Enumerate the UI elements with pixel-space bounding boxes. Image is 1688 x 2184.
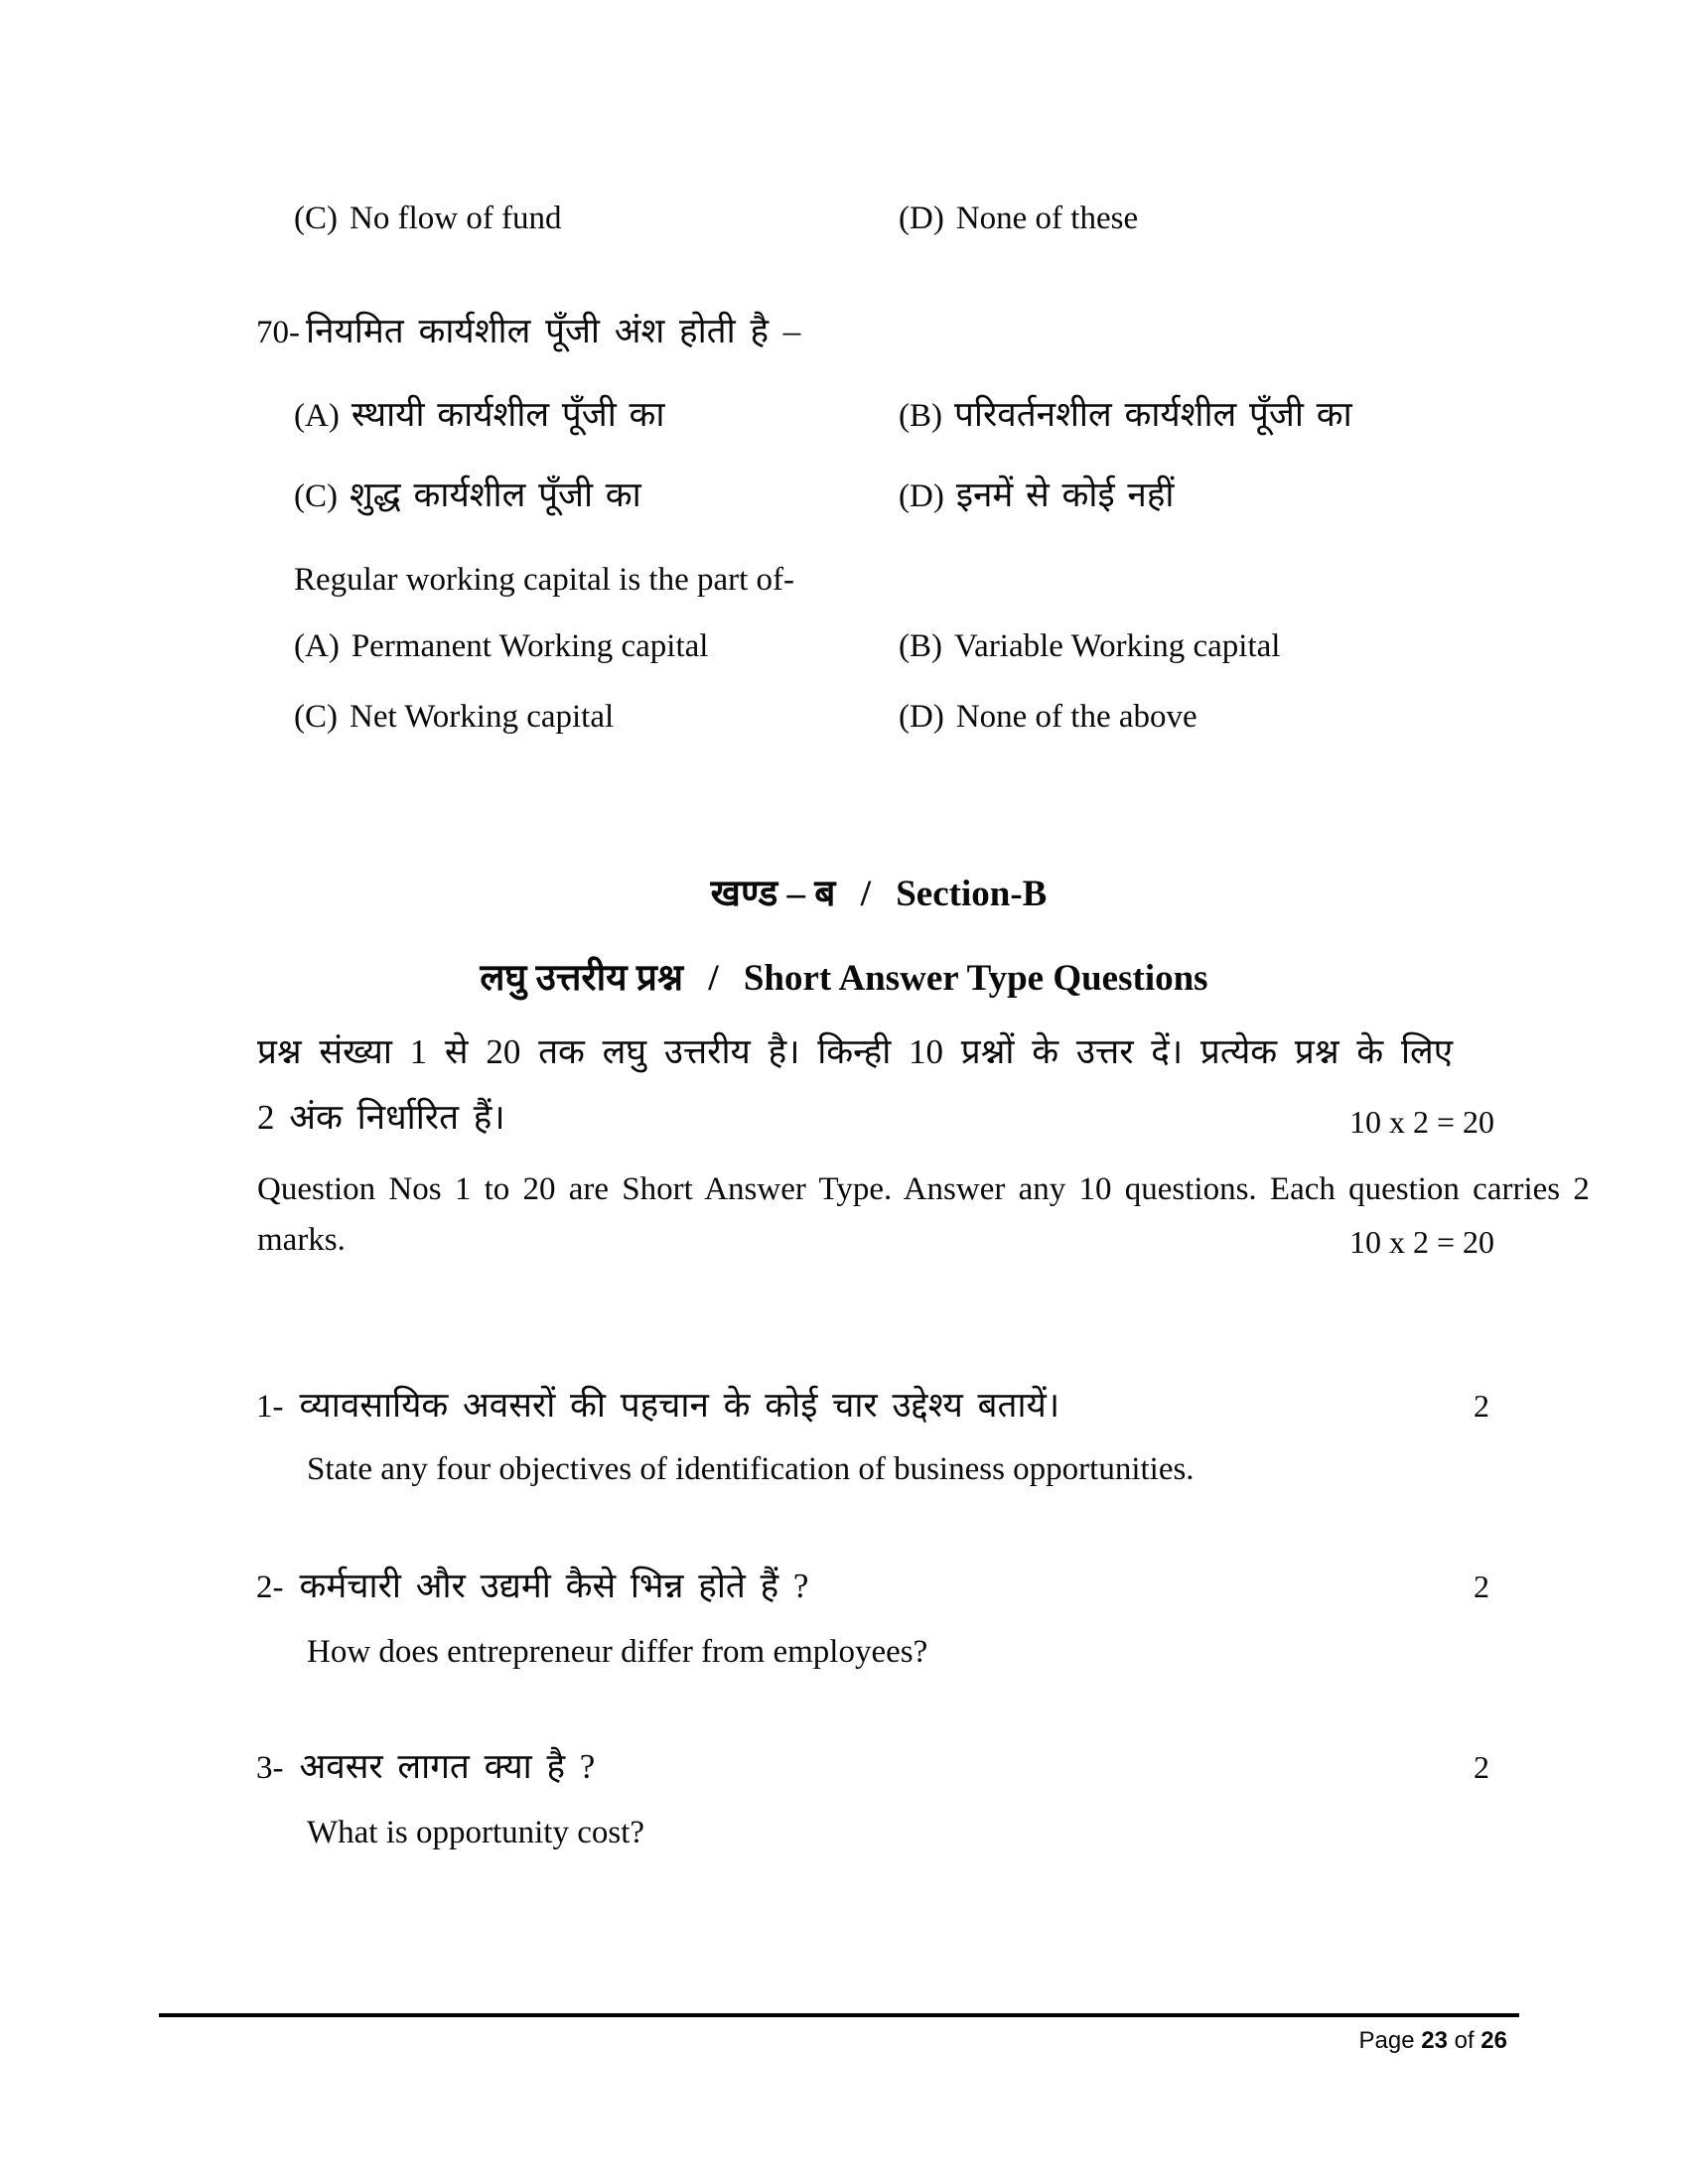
question-70-number: 70- [256,315,300,350]
question-1-text-hi: व्यावसायिक अवसरों की पहचान के कोई चार उद्देश्य बतायें। [299,1386,1060,1425]
section-b-title-separator: / [860,874,871,914]
q70-option-a-en [294,628,708,666]
question-2-marks: 2 [1474,1569,1489,1604]
section-b-title-hi: खण्ड – ब [710,874,836,914]
question-2-hindi [256,1567,808,1607]
question-1-hindi [256,1386,1059,1427]
q70-option-c-en-label: (C) [294,699,338,735]
q70-option-d-hi-text: इनमें से कोई नहीं [955,476,1175,514]
q70-option-a-hi-text: स्थायी कार्यशील पूँजी का [351,395,665,434]
footer-page-number: 23 [1421,2027,1448,2054]
instructions-hi-marks-formula: 10 x 2 = 20 [1348,1104,1494,1140]
footer-divider [159,2013,1519,2017]
q70-option-c-hi [294,476,641,516]
question-3-text-en: What is opportunity cost? [307,1815,645,1850]
q70-option-b-hi-text: परिवर्तनशील कार्यशील पूँजी का [954,395,1352,434]
q70-option-a-en-label: (A) [294,628,340,664]
question-2-text-en: How does entrepreneur differ from employees? [307,1634,928,1670]
q70-option-c-hi-text: शुद्ध कार्यशील पूँजी का [350,476,641,514]
section-b-subtitle [0,958,1688,1001]
prev-option-c-label: (C) [294,201,338,236]
q70-option-c-hi-label: (C) [294,478,338,514]
q70-option-b-hi-label: (B) [899,398,942,434]
instructions-en-line2: marks. [257,1222,346,1258]
q70-option-d-en-text: None of the above [955,699,1197,735]
section-b-title [35,874,1688,916]
q70-option-a-hi-label: (A) [294,398,340,434]
instructions-en-line1: Question Nos 1 to 20 are Short Answer Type. Answer any 10 questions. Each question carries 2 [257,1171,1590,1207]
q70-option-c-en-text: Net Working capital [350,699,615,735]
question-2-number: 2- [256,1570,284,1605]
question-70-text-hi: नियमित कार्यशील पूँजी अंश होती है – [306,312,801,350]
q70-option-b-en-text: Variable Working capital [954,628,1281,664]
section-b-subtitle-en: Short Answer Type Questions [743,958,1208,999]
q70-option-b-en-label: (B) [899,628,942,664]
q70-option-a-en-text: Permanent Working capital [351,628,709,664]
prev-option-d-text: None of these [955,201,1139,236]
q70-option-d-hi [899,476,1174,516]
section-b-subtitle-separator: / [708,958,719,999]
q70-option-d-en-label: (D) [899,699,944,735]
prev-option-c-text: No flow of fund [350,201,562,236]
footer-total-pages: 26 [1480,2027,1507,2054]
footer-of-label: of [1454,2027,1475,2054]
q70-option-d-hi-label: (D) [899,478,944,514]
q70-option-b-en [899,628,1280,666]
question-1-text-en: State any four objectives of identification of business opportunities. [307,1451,1195,1487]
instructions-hi-line1: प्रश्न संख्या 1 से 20 तक लघु उत्तरीय है। किन्ही 10 प्रश्नों के उत्तर दें। प्रत्येक प्रश्न के लिए [257,1032,1454,1071]
question-70-text-en: Regular working capital is the part of- [294,562,795,598]
section-b-title-en: Section-B [896,874,1048,914]
question-1-number: 1- [256,1389,284,1425]
q70-option-b-hi [899,395,1352,436]
section-b-subtitle-hi: लघु उत्तरीय प्रश्न [480,958,684,999]
question-70-hindi [256,312,800,352]
question-1-marks: 2 [1474,1388,1489,1424]
question-3-hindi [256,1747,595,1788]
q70-option-d-en [899,699,1197,737]
question-2-text-hi: कर्मचारी और उद्यमी कैसे भिन्न होते हैं ? [299,1567,809,1605]
prev-option-d-label: (D) [899,201,944,236]
prev-option-d [899,201,1138,238]
question-3-text-hi: अवसर लागत क्या है ? [299,1747,596,1786]
q70-option-a-hi [294,395,664,436]
footer-page-prefix: Page [1358,2027,1415,2054]
footer-page-indicator [1359,2027,1508,2055]
q70-option-c-en [294,699,614,737]
question-3-number: 3- [256,1750,284,1786]
instructions-en-marks-formula: 10 x 2 = 20 [1348,1224,1494,1260]
question-3-marks: 2 [1474,1749,1489,1785]
prev-option-c [294,201,562,238]
instructions-hi-line2: 2 अंक निर्धारित हैं। [257,1098,505,1137]
